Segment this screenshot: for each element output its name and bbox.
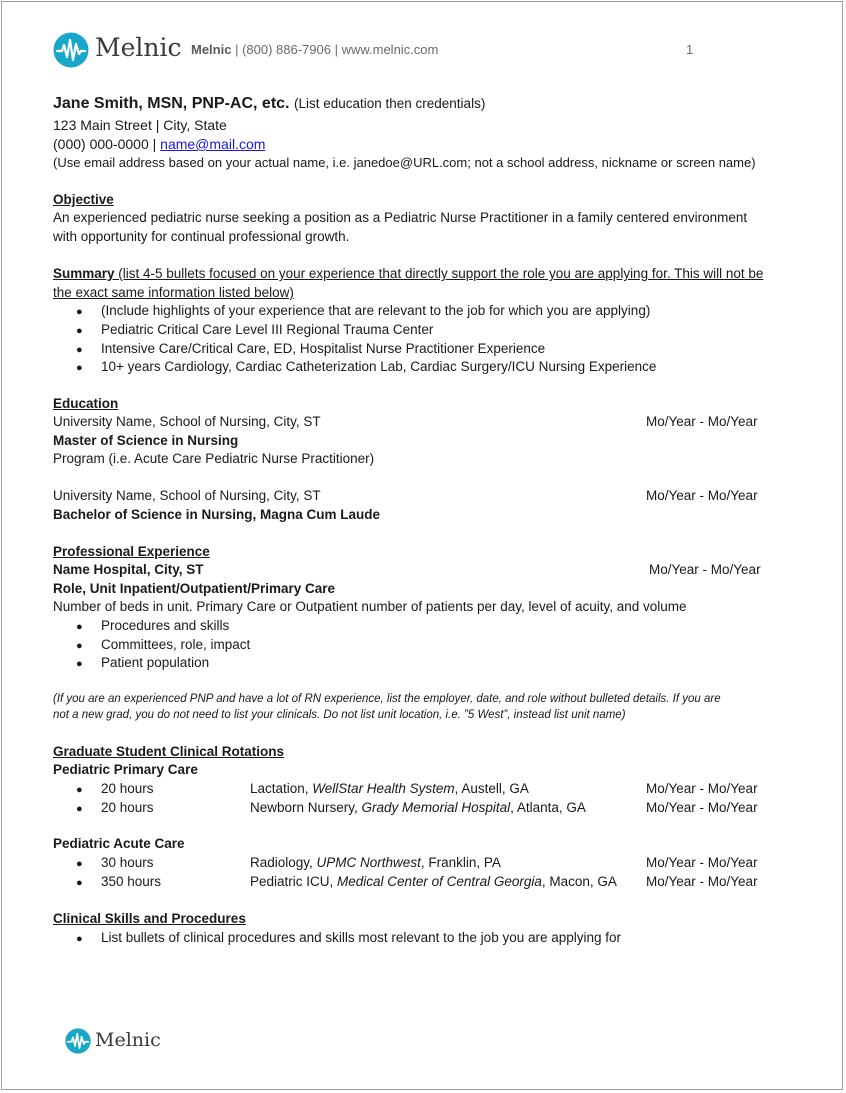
education-dates-1: Mo/Year - Mo/Year [646, 414, 758, 429]
bullet-icon: ● [76, 933, 83, 945]
heartbeat-circle-icon [53, 32, 89, 68]
rotation-location: , Austell, GA [454, 781, 529, 796]
experience-heading: Professional Experience [53, 544, 210, 559]
rotation-group-title: Pediatric Acute Care [53, 836, 185, 851]
rotation-location: , Atlanta, GA [510, 800, 586, 815]
rotation-site [250, 781, 529, 796]
candidate-name-note: (List education then credentials) [293, 96, 486, 111]
rotation-hours: 20 hours [101, 781, 154, 796]
list-item: Patient population [101, 655, 210, 670]
bullet-icon: ● [76, 362, 83, 374]
bullet-icon: ● [76, 344, 83, 356]
header-contact [191, 42, 438, 57]
email-note: (Use email address based on your actual name, i.e. janedoe@URL.com; not a school address, nickname or screen name) [53, 155, 756, 170]
rotation-hours: 20 hours [101, 800, 154, 815]
rotation-location: , Franklin, PA [420, 855, 501, 870]
footer-wordmark: Melnic [95, 1029, 161, 1051]
bullet-icon: ● [76, 658, 83, 670]
objective-line-1: An experienced pediatric nurse seeking a position as a Pediatric Nurse Practitioner in a family centered environment [53, 210, 748, 225]
education-dates-2: Mo/Year - Mo/Year [646, 488, 758, 503]
summary-note-1: (list 4-5 bullets focused on your experience that directly support the role you are applying for. This will not be [114, 266, 764, 281]
header-contact-brand: Melnic [191, 42, 232, 57]
header-contact-details: | (800) 886-7906 | www.melnic.com [231, 42, 439, 57]
candidate-address: 123 Main Street | City, State [53, 117, 227, 133]
rotation-site [250, 800, 586, 815]
experience-note-1: (If you are an experienced PNP and have a lot of RN experience, list the employer, date, and role without bulleted details. If you are [53, 693, 721, 705]
bullet-icon: ● [76, 621, 83, 633]
rotation-site [250, 874, 617, 889]
candidate-name: Jane Smith, MSN, PNP-AC, etc. [53, 95, 290, 112]
rotation-dates: Mo/Year - Mo/Year [646, 800, 758, 815]
bullet-icon: ● [76, 325, 83, 337]
rotation-unit: Newborn Nursery, [250, 800, 362, 815]
rotation-hours: 350 hours [101, 874, 162, 889]
rotation-dates: Mo/Year - Mo/Year [646, 874, 758, 889]
bullet-icon: ● [76, 803, 83, 815]
bullet-icon: ● [76, 640, 83, 652]
summary-heading-line [53, 266, 763, 281]
list-item: Procedures and skills [101, 618, 230, 633]
bullet-icon: ● [76, 784, 83, 796]
rotation-facility: UPMC Northwest [316, 855, 421, 870]
rotation-unit: Radiology, [250, 855, 317, 870]
experience-role: Role, Unit Inpatient/Outpatient/Primary Care [53, 581, 336, 596]
objective-line-2: with opportunity for continual professional growth. [53, 229, 350, 244]
experience-dates: Mo/Year - Mo/Year [649, 562, 761, 577]
rotation-group-title: Pediatric Primary Care [53, 762, 198, 777]
rotation-location: , Macon, GA [541, 874, 617, 889]
rotation-hours: 30 hours [101, 855, 154, 870]
experience-employer: Name Hospital, City, ST [53, 562, 204, 577]
education-school-1: University Name, School of Nursing, City, ST [53, 414, 321, 429]
rotation-facility: WellStar Health System [312, 781, 455, 796]
logo-wordmark: Melnic [95, 33, 182, 62]
education-heading: Education [53, 396, 119, 411]
list-item: Committees, role, impact [101, 637, 251, 652]
candidate-name-line [53, 95, 485, 113]
rotations-heading: Graduate Student Clinical Rotations [53, 744, 285, 759]
list-item: 10+ years Cardiology, Cardiac Catheterization Lab, Cardiac Surgery/ICU Nursing Experience [101, 359, 657, 374]
bullet-icon: ● [76, 306, 83, 318]
summary-note-2: the exact same information listed below) [53, 285, 294, 300]
page-number: 1 [686, 42, 694, 57]
email-link[interactable]: name@mail.com [160, 136, 266, 152]
list-item: (Include highlights of your experience that are relevant to the job for which you are applying) [101, 303, 651, 318]
candidate-phone: (000) 000-0000 | [53, 136, 161, 152]
rotation-facility: Medical Center of Central Georgia [337, 874, 542, 889]
skills-heading: Clinical Skills and Procedures [53, 911, 246, 926]
list-item: Intensive Care/Critical Care, ED, Hospitalist Nurse Practitioner Experience [101, 341, 546, 356]
list-item: List bullets of clinical procedures and skills most relevant to the job you are applying for [101, 930, 622, 945]
rotation-dates: Mo/Year - Mo/Year [646, 781, 758, 796]
heartbeat-circle-icon [65, 1028, 91, 1054]
rotation-dates: Mo/Year - Mo/Year [646, 855, 758, 870]
candidate-contact-line [53, 136, 265, 152]
education-degree-1: Master of Science in Nursing [53, 433, 239, 448]
education-program-1: Program (i.e. Acute Care Pediatric Nurse Practitioner) [53, 451, 375, 466]
rotation-facility: Grady Memorial Hospital [361, 800, 511, 815]
rotation-unit: Lactation, [250, 781, 313, 796]
list-item: Pediatric Critical Care Level III Regional Trauma Center [101, 322, 434, 337]
rotation-site [250, 855, 501, 870]
experience-note-2: not a new grad, you do not need to list your clinicals. Do not list unit location, i.e. ”5 West”, instead list unit name) [53, 709, 626, 721]
bullet-icon: ● [76, 858, 83, 870]
education-degree-2: Bachelor of Science in Nursing, Magna Cum Laude [53, 507, 381, 522]
experience-description: Number of beds in unit. Primary Care or Outpatient number of patients per day, level of acuity, and volume [53, 599, 687, 614]
objective-heading: Objective [53, 192, 114, 207]
education-school-2: University Name, School of Nursing, City, ST [53, 488, 321, 503]
summary-heading: Summary [53, 266, 115, 281]
rotation-unit: Pediatric ICU, [250, 874, 338, 889]
bullet-icon: ● [76, 877, 83, 889]
